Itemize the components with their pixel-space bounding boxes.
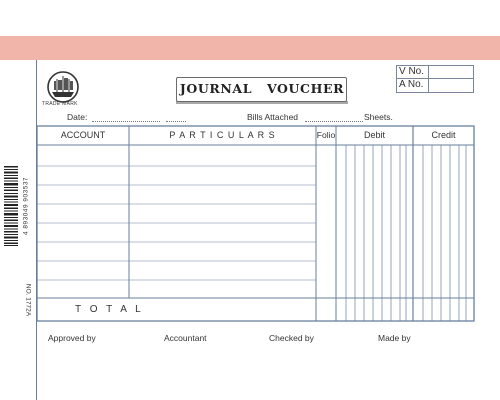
- debit-entries[interactable]: [337, 146, 412, 320]
- account-entries[interactable]: [38, 146, 128, 297]
- credit-entries[interactable]: [414, 146, 473, 320]
- v-no-label: V No.: [399, 66, 425, 77]
- column-account: ACCOUNT: [60, 130, 106, 140]
- made-by-label: Made by: [378, 333, 411, 343]
- date-label: Date:: [67, 112, 88, 122]
- column-debit: Debit: [363, 130, 385, 140]
- barcode-number: 4 893049 903537: [22, 176, 30, 236]
- total-label: T O T A L: [75, 304, 144, 315]
- form-number: NO. 1772A: [24, 283, 32, 317]
- accountant-label: Accountant: [164, 333, 207, 343]
- column-credit: Credit: [431, 130, 456, 140]
- folio-entries[interactable]: [317, 146, 335, 320]
- trade-mark-label: TRADE MARK: [42, 101, 78, 107]
- a-no-label: A No.: [399, 79, 424, 90]
- voucher-title: JOURNAL VOUCHER: [179, 81, 345, 96]
- particulars-entries[interactable]: [130, 146, 315, 297]
- bills-attached-label: Bills Attached: [247, 112, 299, 122]
- approved-by-label: Approved by: [48, 333, 96, 343]
- sheets-label: Sheets.: [364, 112, 393, 122]
- checked-by-label: Checked by: [269, 333, 314, 343]
- column-particulars: P A R T I C U L A R S: [169, 130, 276, 140]
- column-folio: Folio: [316, 130, 336, 140]
